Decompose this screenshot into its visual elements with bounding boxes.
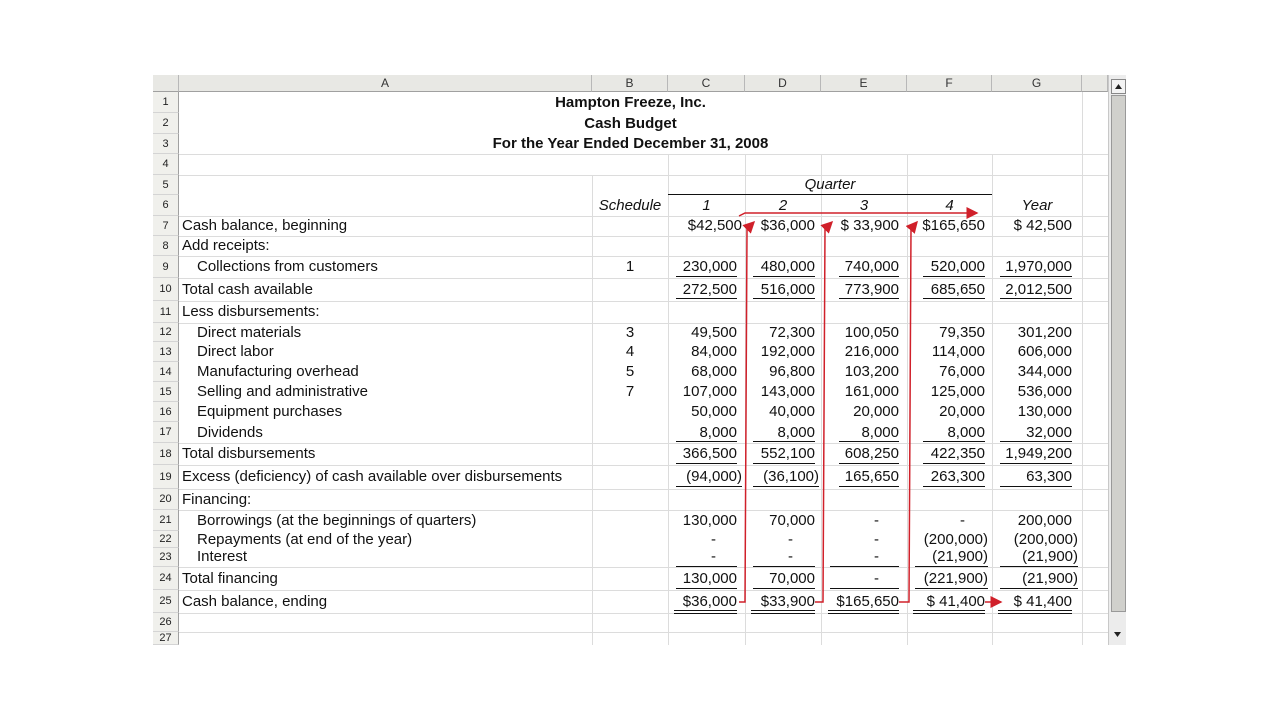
label-cash-balance-beginning[interactable]: Cash balance, beginning	[182, 217, 348, 234]
cell-r19-q1[interactable]: (94,000)	[686, 468, 742, 485]
cell-r12-schedule[interactable]: 3	[625, 324, 635, 341]
cell-r14-schedule[interactable]: 5	[625, 363, 635, 380]
cell-r18-q3[interactable]: 608,250	[844, 445, 899, 462]
cell-r16-year[interactable]: 130,000	[1017, 403, 1072, 420]
scroll-up-arrow-icon[interactable]	[1111, 79, 1126, 94]
cell-r13-q1[interactable]: 84,000	[691, 343, 737, 360]
flow-arrows	[153, 75, 1108, 645]
cell-r13-schedule[interactable]: 4	[625, 343, 635, 360]
quarter-header[interactable]: Quarter	[804, 176, 856, 193]
year-header[interactable]: Year	[1021, 197, 1053, 214]
cell-r23-q1[interactable]: -	[711, 548, 716, 565]
label-borrowings[interactable]: Borrowings (at the beginnings of quarters)	[197, 512, 477, 529]
row-header-10[interactable]: 10	[153, 278, 179, 301]
label-collections[interactable]: Collections from customers	[197, 258, 378, 275]
cell-r19-year[interactable]: 63,300	[1026, 468, 1072, 485]
cell-r10-year[interactable]: 2,012,500	[1005, 281, 1072, 298]
cell-r17-q2[interactable]: 8,000	[777, 424, 815, 441]
column-header-c[interactable]: C	[668, 75, 745, 92]
cell-r24-q3[interactable]: -	[874, 570, 879, 587]
row-header-18[interactable]: 18	[153, 443, 179, 465]
scroll-thumb[interactable]	[1111, 95, 1126, 612]
row-header-8[interactable]: 8	[153, 236, 179, 256]
vertical-scrollbar[interactable]	[1108, 75, 1126, 645]
cell-r15-year[interactable]: 536,000	[1017, 383, 1072, 400]
cell-r21-year[interactable]: 200,000	[1017, 512, 1072, 529]
arrow-beginning-to-year	[739, 213, 977, 216]
row-header-22[interactable]: 22	[153, 531, 179, 548]
arrow-q2-to-q3	[815, 222, 832, 602]
cell-r18-year[interactable]: 1,949,200	[1005, 445, 1072, 462]
cell-r16-q3[interactable]: 20,000	[853, 403, 899, 420]
row-header-24[interactable]: 24	[153, 567, 179, 590]
cell-r10-q3[interactable]: 773,900	[844, 281, 899, 298]
cell-r9-year[interactable]: 1,970,000	[1005, 258, 1072, 275]
cell-r9-schedule[interactable]: 1	[625, 258, 635, 275]
row-header-4[interactable]: 4	[153, 154, 179, 175]
cell-r17-q3[interactable]: 8,000	[861, 424, 899, 441]
row-header-26[interactable]: 26	[153, 613, 179, 632]
cell-r12-q4[interactable]: 79,350	[939, 324, 985, 341]
cell-r13-q3[interactable]: 216,000	[844, 343, 899, 360]
column-header-d[interactable]: D	[745, 75, 821, 92]
cell-r21-q4[interactable]: -	[960, 512, 965, 529]
cell-r7-q2[interactable]: $36,000	[760, 217, 815, 234]
column-header-a[interactable]: A	[179, 75, 592, 92]
cell-r15-q4[interactable]: 125,000	[930, 383, 985, 400]
cell-r12-q2[interactable]: 72,300	[769, 324, 815, 341]
cell-r23-q3[interactable]: -	[874, 548, 879, 565]
cell-r18-q1[interactable]: 366,500	[682, 445, 737, 462]
cell-r10-q4[interactable]: 685,650	[930, 281, 985, 298]
cell-r21-q3[interactable]: -	[874, 512, 879, 529]
cell-r13-year[interactable]: 606,000	[1017, 343, 1072, 360]
cell-r16-q4[interactable]: 20,000	[939, 403, 985, 420]
label-selling-admin[interactable]: Selling and administrative	[197, 383, 368, 400]
row-header-20[interactable]: 20	[153, 489, 179, 510]
cell-r9-q3[interactable]: 740,000	[844, 258, 899, 275]
label-repayments[interactable]: Repayments (at end of the year)	[197, 531, 413, 548]
row-header-7[interactable]: 7	[153, 216, 179, 236]
cell-r7-q3[interactable]: $ 33,900	[840, 217, 899, 234]
scroll-down-arrow-icon[interactable]	[1111, 628, 1124, 641]
arrow-q3-to-q4	[899, 222, 917, 602]
label-total-cash-available[interactable]: Total cash available	[182, 281, 313, 298]
label-financing[interactable]: Financing:	[182, 491, 252, 508]
label-total-disbursements[interactable]: Total disbursements	[182, 445, 316, 462]
cell-r7-q4[interactable]: $165,650	[922, 217, 985, 234]
quarter-4-header[interactable]: 4	[945, 197, 954, 214]
row-header-21[interactable]: 21	[153, 510, 179, 531]
cell-r23-q2[interactable]: -	[788, 548, 793, 565]
company-title[interactable]: Hampton Freeze, Inc.	[555, 94, 706, 111]
row-header-25[interactable]: 25	[153, 590, 179, 613]
cell-r21-q2[interactable]: 70,000	[769, 512, 815, 529]
cell-r9-q4[interactable]: 520,000	[930, 258, 985, 275]
row-header-3[interactable]: 3	[153, 134, 179, 154]
quarter-1-header[interactable]: 1	[702, 197, 711, 214]
cell-r7-q1[interactable]: $42,500	[687, 217, 742, 234]
cell-r17-q1[interactable]: 8,000	[699, 424, 737, 441]
cell-r17-year[interactable]: 32,000	[1026, 424, 1072, 441]
cell-r7-year[interactable]: $ 42,500	[1013, 217, 1072, 234]
cell-r10-q2[interactable]: 516,000	[760, 281, 815, 298]
cell-r13-q4[interactable]: 114,000	[931, 343, 985, 360]
cell-r18-q4[interactable]: 422,350	[930, 445, 985, 462]
cell-r12-q3[interactable]: 100,050	[844, 324, 899, 341]
label-cash-balance-ending[interactable]: Cash balance, ending	[182, 593, 328, 610]
cell-r15-q3[interactable]: 161,000	[844, 383, 899, 400]
cell-r22-q4[interactable]: (200,000)	[923, 531, 988, 548]
cell-r24-year[interactable]: (21,900)	[1022, 570, 1078, 587]
cell-r17-q4[interactable]: 8,000	[947, 424, 985, 441]
cell-r22-q1[interactable]: -	[711, 531, 716, 548]
label-dividends[interactable]: Dividends	[197, 424, 263, 441]
row-header-27[interactable]: 27	[153, 632, 179, 645]
cell-r24-q1[interactable]: 130,000	[682, 570, 737, 587]
cell-r25-q4[interactable]: $ 41,400	[926, 593, 985, 610]
cell-r14-q2[interactable]: 96,800	[769, 363, 815, 380]
row-header-12[interactable]: 12	[153, 323, 179, 342]
cell-r18-q2[interactable]: 552,100	[760, 445, 815, 462]
cell-r15-q2[interactable]: 143,000	[760, 383, 815, 400]
label-interest[interactable]: Interest	[197, 548, 248, 565]
label-excess-deficiency[interactable]: Excess (deficiency) of cash available over disbursements	[182, 468, 563, 485]
cell-r12-year[interactable]: 301,200	[1017, 324, 1072, 341]
cell-r15-q1[interactable]: 107,000	[682, 383, 737, 400]
column-header-e[interactable]: E	[821, 75, 907, 92]
cell-r22-year[interactable]: (200,000)	[1013, 531, 1078, 548]
cell-r19-q3[interactable]: 165,650	[844, 468, 899, 485]
cell-r13-q2[interactable]: 192,000	[760, 343, 815, 360]
row-header-9[interactable]: 9	[153, 256, 179, 278]
cell-r10-q1[interactable]: 272,500	[682, 281, 737, 298]
schedule-header[interactable]: Schedule	[598, 197, 662, 214]
cell-r9-q1[interactable]: 230,000	[682, 258, 737, 275]
cell-r24-q2[interactable]: 70,000	[769, 570, 815, 587]
cell-r16-q2[interactable]: 40,000	[769, 403, 815, 420]
row-header-1[interactable]: 1	[153, 92, 179, 113]
report-title[interactable]: Cash Budget	[584, 115, 677, 132]
quarter-2-header[interactable]: 2	[778, 197, 788, 214]
cell-r25-q2[interactable]: $33,900	[760, 593, 815, 610]
cell-r19-q2[interactable]: (36,100)	[763, 468, 819, 485]
cell-r9-q2[interactable]: 480,000	[760, 258, 815, 275]
row-header-11[interactable]: 11	[153, 301, 179, 323]
row-header-16[interactable]: 16	[153, 402, 179, 422]
row-header-6[interactable]: 6	[153, 195, 179, 216]
cell-r22-q3[interactable]: -	[874, 531, 879, 548]
cell-r16-q1[interactable]: 50,000	[691, 403, 737, 420]
column-header-b[interactable]: B	[592, 75, 668, 92]
cell-r14-q4[interactable]: 76,000	[939, 363, 985, 380]
arrow-q1-to-q2	[739, 222, 754, 602]
row-header-19[interactable]: 19	[153, 465, 179, 489]
cell-r25-q1[interactable]: $36,000	[682, 593, 737, 610]
cell-r12-q1[interactable]: 49,500	[691, 324, 737, 341]
spreadsheet[interactable]	[153, 75, 1126, 645]
cell-r21-q1[interactable]: 130,000	[682, 512, 737, 529]
cell-r19-q4[interactable]: 263,300	[930, 468, 985, 485]
label-direct-materials[interactable]: Direct materials	[197, 324, 302, 341]
cell-r25-year[interactable]: $ 41,400	[1013, 593, 1072, 610]
cell-r23-q4[interactable]: (21,900)	[932, 548, 988, 565]
row-header-13[interactable]: 13	[153, 342, 179, 362]
cell-r22-q2[interactable]: -	[788, 531, 793, 548]
row-header-14[interactable]: 14	[153, 362, 179, 382]
label-total-financing[interactable]: Total financing	[182, 570, 278, 587]
label-equipment-purchases[interactable]: Equipment purchases	[197, 403, 343, 420]
label-direct-labor[interactable]: Direct labor	[197, 343, 274, 360]
cell-r14-q3[interactable]: 103,200	[844, 363, 899, 380]
cell-r23-year[interactable]: (21,900)	[1022, 548, 1078, 565]
row-header-23[interactable]: 23	[153, 548, 179, 567]
row-header-17[interactable]: 17	[153, 422, 179, 443]
column-header-f[interactable]: F	[907, 75, 992, 92]
quarter-3-header[interactable]: 3	[859, 197, 869, 214]
cell-r14-year[interactable]: 344,000	[1017, 363, 1072, 380]
label-add-receipts[interactable]: Add receipts:	[182, 237, 270, 254]
row-header-15[interactable]: 15	[153, 382, 179, 402]
cell-r25-q3[interactable]: $165,650	[836, 593, 899, 610]
column-header-g[interactable]: G	[992, 75, 1082, 92]
period-title[interactable]: For the Year Ended December 31, 2008	[492, 135, 769, 152]
cell-r15-schedule[interactable]: 7	[625, 383, 635, 400]
row-header-2[interactable]: 2	[153, 113, 179, 134]
cell-r14-q1[interactable]: 68,000	[691, 363, 737, 380]
row-header-5[interactable]: 5	[153, 175, 179, 195]
cell-r24-q4[interactable]: (221,900)	[923, 570, 988, 587]
label-manufacturing-overhead[interactable]: Manufacturing overhead	[197, 363, 359, 380]
label-less-disbursements[interactable]: Less disbursements:	[182, 303, 320, 320]
